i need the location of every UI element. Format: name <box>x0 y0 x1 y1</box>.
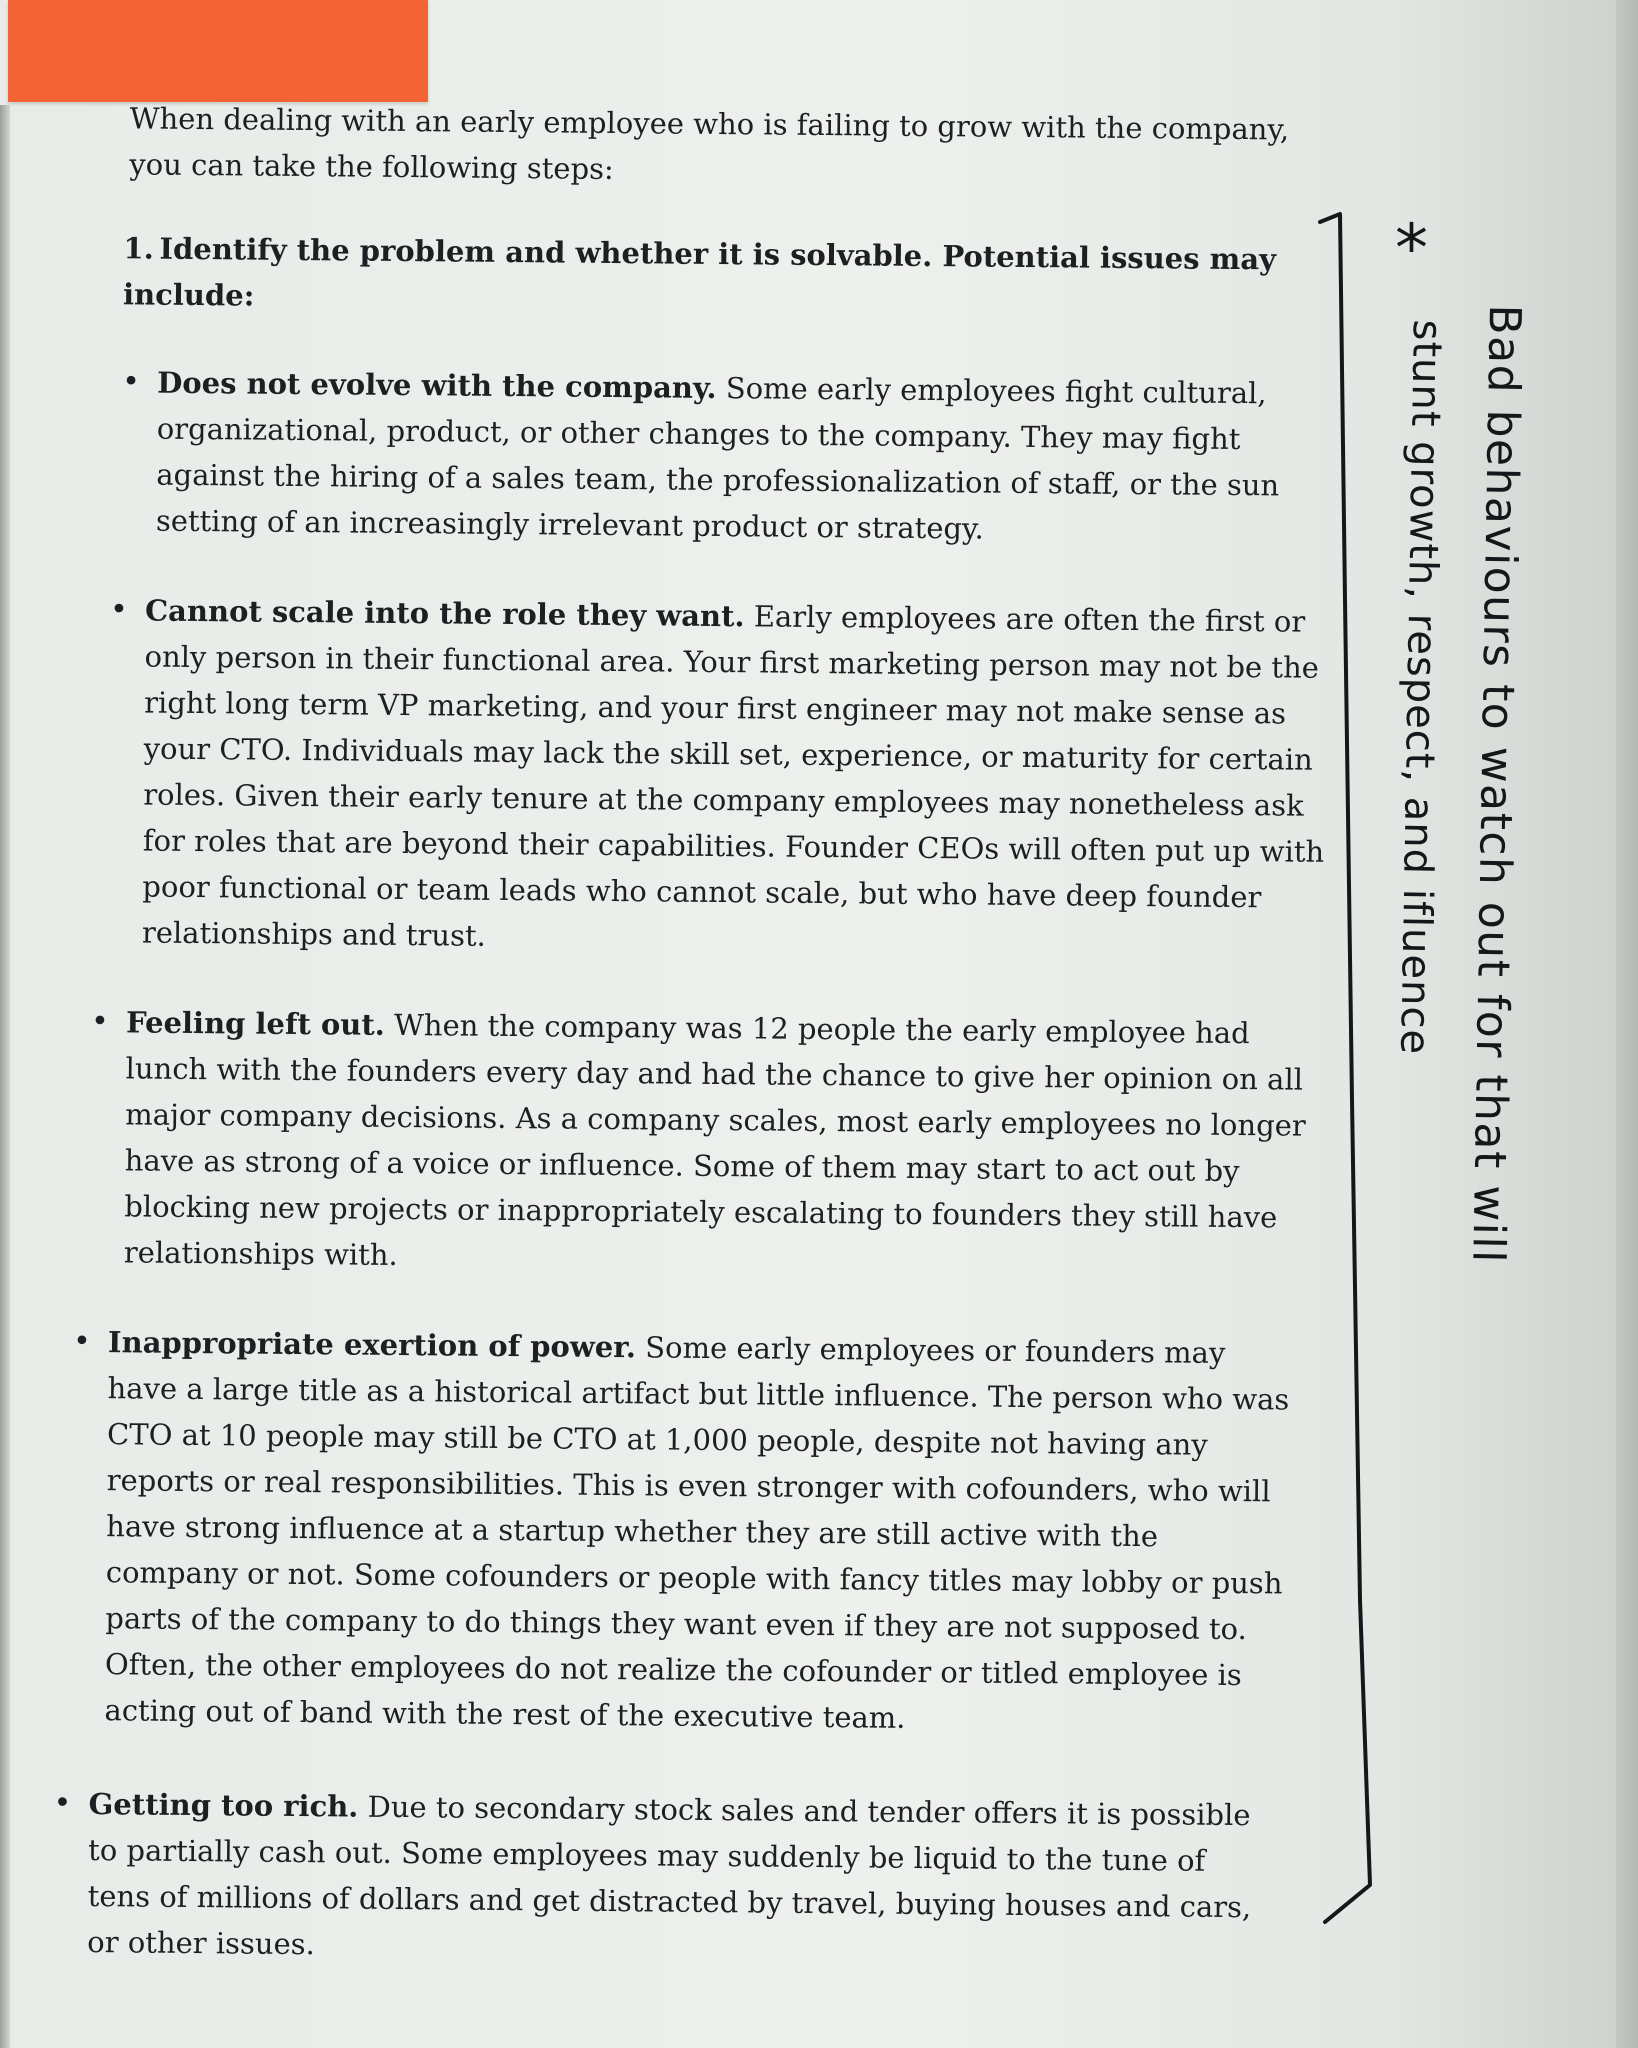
bullet-title: Getting too rich. <box>88 1787 359 1824</box>
bullet-body: Some early employees or founders may have a large title as a historical artifact but little influence. The person who was CTO at 10 people may still be CTO at 1,000 people, despite not having any reports or real responsibilities. This is even stronger with cofounders, who will have strong influence at a startup whether they are still active with the company or not. Some cofounders or people with fancy titles may lobby or push parts of the company to do things they want even if they are not supposed to. Often, the other employees do not realize the cofounder or titled employee is acting out of band with the rest of the executive team. <box>104 1330 1290 1735</box>
bullet-dot: • <box>109 592 128 628</box>
bullet-title: Does not evolve with the company. <box>157 365 717 405</box>
bullet-dot: • <box>53 1785 72 1821</box>
bullet-body: Some early employees fight cultural, organizational, product, or other changes to the company. They may fight against the hiring of a sales team, the professionalization of staff, or the sun setting of an increasingly irrelevant product or strategy. <box>155 370 1280 546</box>
bullet-dot: • <box>72 1323 91 1360</box>
bullet-dot: • <box>90 1004 109 1040</box>
bullet-title: Inappropriate exertion of power. <box>107 1325 637 1365</box>
bullet-title: Cannot scale into the role they want. <box>144 593 745 634</box>
bullet-body: Due to secondary stock sales and tender offers it is possible to partially cash out. Some employees may suddenly be liquid to the tune of tens of millions of dollars and get distracted by travel, buying houses and cars, or other issues. <box>87 1789 1252 1962</box>
step-text: Identify the problem and whether it is solvable. Potential issues may include: <box>122 231 1277 313</box>
asterisk-mark: * <box>1395 210 1428 287</box>
bullet-body: When the company was 12 people the early employee had lunch with the founders every day and had the chance to give her opinion on all major company decisions. As a company scales, most early employees no longer have as strong of a voice or influence. Some of them may start to act out by blocking new projects or inappropriately escalating to founders they still have relationships with. <box>123 1007 1306 1272</box>
intro-paragraph: When dealing with an early employee who is failing to grow with the company, you can take the following steps: <box>129 101 1290 186</box>
bullet-dot: • <box>122 364 141 400</box>
handwritten-note-line-2: stunt growth, respect, and ifluence <box>1391 319 1450 1056</box>
handwritten-note-line-1: Bad behaviours to watch out for that will <box>1462 304 1530 1265</box>
bullet-body: Early employees are often the first or only person in their functional area. Your first marketing person may not be the right long term VP marketing, and your first engineer may not make sense as your CTO. Individuals may lack the skill set, experience, or maturity for certain roles. Given their early tenure at the company employees may nonetheless ask for roles that are beyond their capabilities. Founder CEOs will often put up with poor functional or team leads who cannot scale, but who have deep founder relationships and trust. <box>141 599 1325 953</box>
step-number: 1. <box>123 231 154 266</box>
bullet-title: Feeling left out. <box>125 1005 386 1042</box>
